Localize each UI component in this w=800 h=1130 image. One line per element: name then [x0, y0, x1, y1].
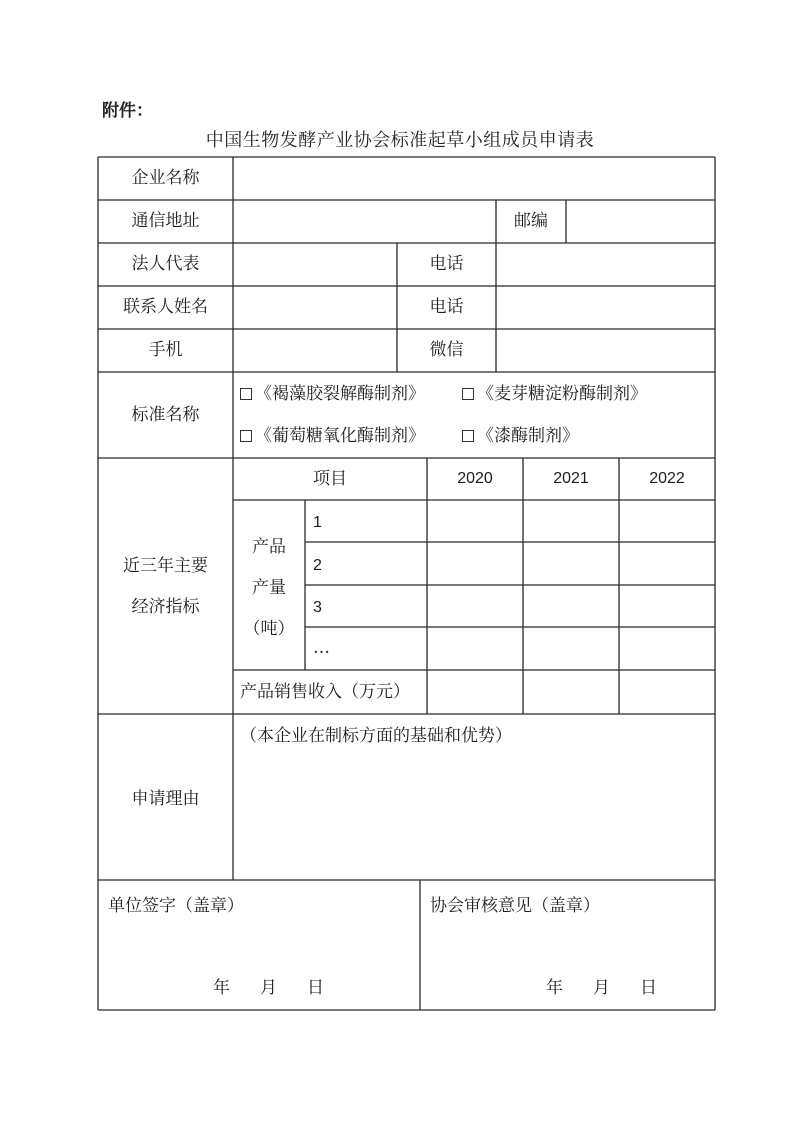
review-date-day: 日	[640, 978, 657, 998]
review-date-month: 月	[593, 978, 610, 998]
contact-phone-label: 电话	[429, 297, 464, 317]
econ-label-line1: 近三年主要	[123, 556, 208, 576]
year-header-2021: 2021	[553, 470, 589, 487]
association-review-label: 协会审核意见（盖章）	[430, 896, 600, 916]
checkbox-icon[interactable]	[462, 388, 474, 400]
product-row-number-2: 2	[313, 557, 322, 574]
output-1-2022-cell[interactable]	[621, 502, 713, 540]
mobile-label: 手机	[148, 340, 183, 360]
output-2-2022-cell[interactable]	[621, 544, 713, 583]
standard-option-3[interactable]	[240, 426, 425, 446]
product-row-number-3: 3	[313, 599, 322, 616]
mobile-field[interactable]	[235, 331, 395, 371]
address-label: 通信地址	[131, 211, 200, 231]
unit-signature-area[interactable]	[100, 920, 418, 970]
checkbox-icon[interactable]	[240, 388, 252, 400]
form-title: 中国生物发酵产业协会标准起草小组成员申请表	[205, 130, 595, 151]
wechat-label: 微信	[429, 340, 464, 360]
output-2-2020-cell[interactable]	[429, 544, 521, 583]
unit-signature-label: 单位签字（盖章）	[108, 896, 244, 916]
sales-2021-cell[interactable]	[525, 672, 617, 712]
wechat-field[interactable]	[498, 331, 713, 371]
review-date-year: 年	[546, 978, 563, 998]
product-row-more: …	[313, 638, 330, 658]
output-3-2021-cell[interactable]	[525, 587, 617, 625]
unit-date-year: 年	[213, 978, 230, 998]
legal-rep-phone-field[interactable]	[498, 245, 713, 285]
company-name-field[interactable]	[235, 159, 713, 199]
output-2-2021-cell[interactable]	[525, 544, 617, 583]
checkbox-icon[interactable]	[240, 430, 252, 442]
item-header: 项目	[313, 469, 347, 489]
econ-label-line2: 经济指标	[131, 597, 200, 617]
postcode-label: 邮编	[514, 211, 548, 231]
product-row-number-1: 1	[313, 514, 322, 531]
standard-option-label: 《褐藻胶裂解酶制剂》	[255, 384, 425, 404]
contact-name-field[interactable]	[235, 288, 395, 328]
legal-rep-label: 法人代表	[131, 254, 200, 274]
standard-option-2[interactable]	[462, 384, 647, 404]
sales-revenue-label: 产品销售收入（万元）	[240, 682, 410, 702]
standard-option-label: 《麦芽糖淀粉酶制剂》	[477, 384, 647, 404]
sales-2022-cell[interactable]	[621, 672, 713, 712]
legal-rep-field[interactable]	[235, 245, 395, 285]
unit-date-month: 月	[260, 978, 277, 998]
contact-name-label: 联系人姓名	[123, 297, 208, 317]
attachment-label: 附件：	[102, 101, 153, 121]
checkbox-icon[interactable]	[462, 430, 474, 442]
association-review-area[interactable]	[422, 920, 713, 970]
standard-option-1[interactable]	[240, 384, 425, 404]
standard-name-label: 标准名称	[131, 405, 200, 425]
output-1-2020-cell[interactable]	[429, 502, 521, 540]
year-header-2022: 2022	[649, 470, 685, 487]
standard-option-4[interactable]	[462, 426, 579, 446]
product-output-label-1: 产品	[252, 537, 286, 557]
unit-date-day: 日	[307, 978, 324, 998]
output-1-2021-cell[interactable]	[525, 502, 617, 540]
year-header-2020: 2020	[457, 470, 493, 487]
reason-field[interactable]	[235, 752, 713, 878]
output-3-2020-cell[interactable]	[429, 587, 521, 625]
company-name-label: 企业名称	[131, 168, 200, 188]
address-field[interactable]	[235, 202, 494, 242]
sales-2020-cell[interactable]	[429, 672, 521, 712]
output-3-2022-cell[interactable]	[621, 587, 713, 625]
legal-rep-phone-label: 电话	[429, 254, 464, 274]
contact-phone-field[interactable]	[498, 288, 713, 328]
product-output-label-3: （吨）	[243, 619, 295, 639]
standard-option-label: 《葡萄糖氧化酶制剂》	[255, 426, 425, 446]
standard-option-label: 《漆酶制剂》	[477, 426, 579, 446]
reason-hint: （本企业在制标方面的基础和优势）	[240, 726, 512, 746]
postcode-field[interactable]	[568, 202, 713, 242]
reason-label: 申请理由	[131, 789, 200, 809]
product-output-label-2: 产量	[252, 578, 286, 598]
